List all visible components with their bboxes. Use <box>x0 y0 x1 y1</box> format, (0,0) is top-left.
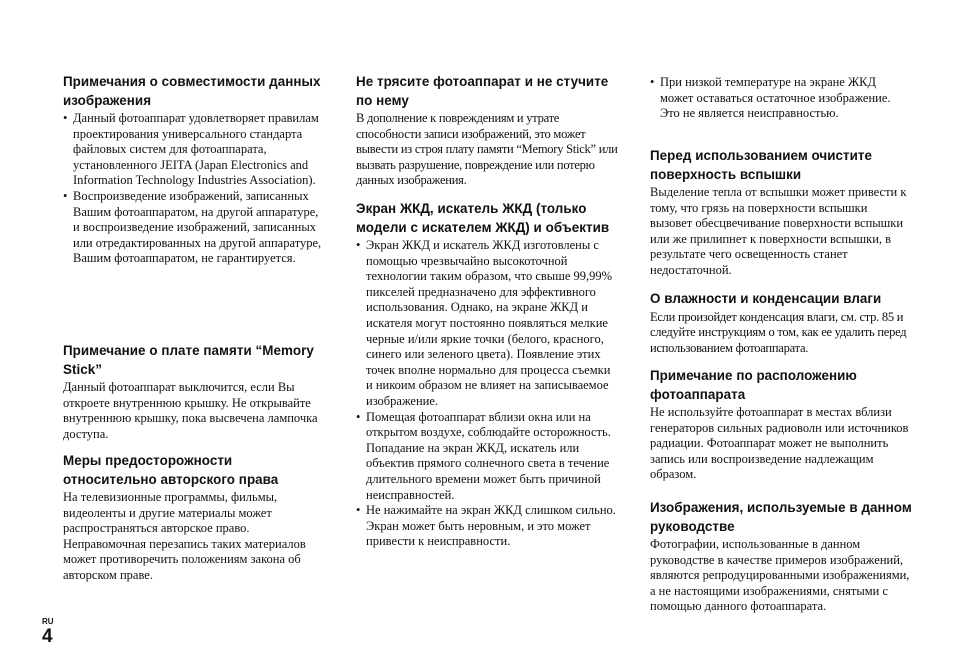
section-heading: Перед использованием очистите поверхность вспышки <box>650 148 873 182</box>
section-heading: Примечание о плате памяти “Memory Stick” <box>63 343 314 377</box>
list-item: • При низкой температуре на экране ЖКД может оставаться остаточное изображение. Это не является неисправностью. <box>650 75 912 122</box>
section-heading: Экран ЖКД, искатель ЖКД (только модели с искателем ЖКД) и объектив <box>356 201 610 235</box>
low-temp-note <box>650 75 912 122</box>
section-body: На телевизионные программы, фильмы, видеоленты и другие материалы может распространяться авторское право. Неправомочная перезапись таких материалов может противоречить положениям закона об авторском праве. <box>63 490 306 582</box>
memory-stick-section <box>63 342 325 442</box>
list-item: • Данный фотоаппарат удовлетворяет правилам проектирования универсального стандарта файловых систем для фотоаппарата, установленного JEITA (Japan Electronics and Information Technology Industries Association). <box>63 111 325 189</box>
list-item: • Воспроизведение изображений, записанных Вашим фотоаппаратом, на другой аппаратуре, и воспроизведение изображений, записанных или отредактированных на другой аппаратуре, Вашим фотоаппаратом, не гарантируется. <box>63 189 325 267</box>
page-marker <box>42 617 54 647</box>
compat-section <box>63 73 325 267</box>
images-section <box>650 499 912 615</box>
location-section <box>650 367 912 483</box>
flash-section <box>650 147 912 279</box>
humidity-section <box>650 290 912 356</box>
section-body: Не используйте фотоаппарат в местах вблизи генераторов сильных радиоволн или источников радиации. Фотоаппарат может не выполнить запись или воспроизведение надлежащим образом. <box>650 405 909 482</box>
language-code: RU <box>42 617 54 626</box>
shake-section <box>356 73 618 189</box>
lcd-section <box>356 200 618 550</box>
section-body: Фотографии, использованные в данном руководстве в качестве примеров изображений, являются репродуцированными изображениями, а не настоящими изображениями, снятыми с помощью данного фотоаппарата. <box>650 537 910 614</box>
section-heading: Примечания о совместимости данных изображения <box>63 74 321 108</box>
section-body: Выделение тепла от вспышки может привести к тому, что грязь на поверхности вспышки вызовет обесцвечивание поверхности вспышки или же прилипнет к поверхности вспышки, в результате чего освещенность станет недостаточной. <box>650 185 907 277</box>
page-number: 4 <box>42 626 53 647</box>
list-item: • Не нажимайте на экран ЖКД слишком сильно. Экран может быть неровным, и это может привести к неисправности. <box>356 503 618 550</box>
copyright-section <box>63 452 325 584</box>
section-heading: О влажности и конденсации влаги <box>650 291 882 306</box>
section-heading: Изображения, используемые в данном руководстве <box>650 500 912 534</box>
list-item: • Помещая фотоаппарат вблизи окна или на открытом воздухе, соблюдайте осторожность. Попадание на экран ЖКД, искатель или объектив прямого солнечного света в течение длительного времени может быть причиной неисправностей. <box>356 410 618 504</box>
section-heading: Примечание по расположению фотоаппарата <box>650 368 857 402</box>
section-heading: Не трясите фотоаппарат и не стучите по нему <box>356 74 609 108</box>
list-item: • Экран ЖКД и искатель ЖКД изготовлены с помощью чрезвычайно высокоточной технологии таким образом, что свыше 99,99% пикселей предназначено для эффективного использования. Однако, на экране ЖКД и искателя могут постоянно появляться мелкие черные и/или яркие точки (белого, красного, синего или зеленого цвета). Появление этих точек вполне нормально для процесса съемки и никоим образом не влияет на записываемое изображение. <box>356 238 618 410</box>
section-body: Данный фотоаппарат выключится, если Вы откроете внутреннюю крышку. Не открывайте внутреннюю крышку, пока высвечена лампочка доступа. <box>63 380 318 441</box>
section-body: Если произойдет конденсация влаги, см. стр. 85 и следуйте инструкциям о том, как ее удалить перед использованием фотоаппарата. <box>650 309 907 355</box>
section-heading: Меры предосторожности относительно авторского права <box>63 453 279 487</box>
section-body: В дополнение к повреждениям и утрате способности записи изображений, это может вывести из строя плату памяти “Memory Stick” или вызвать разрушение, повреждение или потерю данных изображения. <box>356 111 618 188</box>
